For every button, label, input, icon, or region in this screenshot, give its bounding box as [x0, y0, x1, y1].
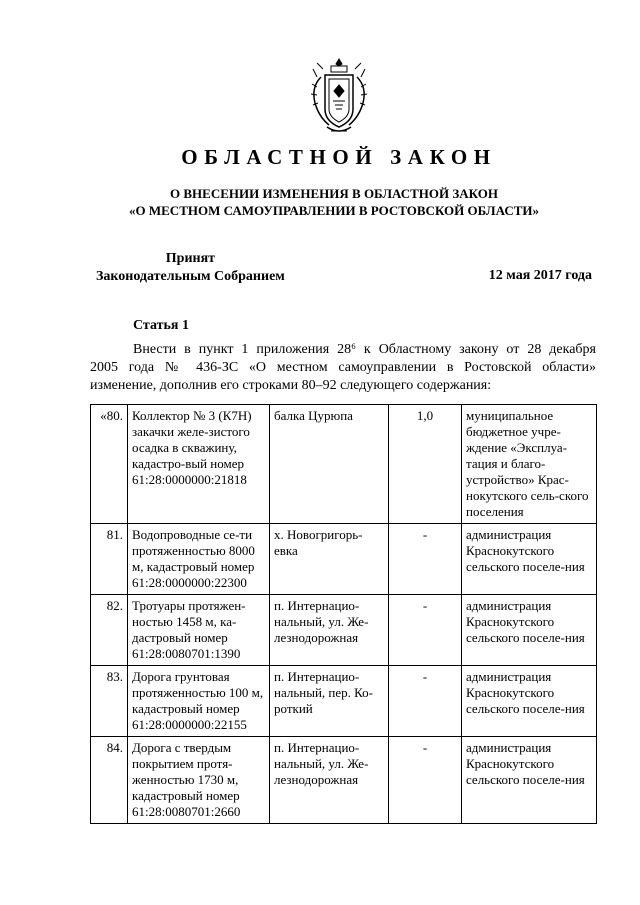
article-heading: Статья 1 — [133, 318, 189, 333]
objects-table — [90, 404, 597, 824]
row-number: 81. — [91, 524, 128, 595]
object-name: Дорога грунтовая протяженностью 100 м, кадастровый номер 61:28:0000000:22155 — [128, 666, 270, 737]
object-location: п. Интернацио-нальный, ул. Же-лезнодорожная — [270, 737, 389, 824]
document-subtitle-line2: «О МЕСТНОМ САМОУПРАВЛЕНИИ В РОСТОВСКОЙ ОБЛАСТИ» — [129, 203, 539, 218]
adoption-date: 12 мая 2017 года — [488, 268, 592, 283]
row-number: «80. — [91, 405, 128, 524]
object-name: Коллектор № 3 (К7Н) закачки желе-зистого осадка в скважину, кадастро-вый номер 61:28:0000000:21818 — [128, 405, 270, 524]
article-text-line1: Внести в пункт 1 приложения 28⁶ к Областному закону от 28 декабря — [133, 342, 596, 357]
object-location: п. Интернацио-нальный, ул. Же-лезнодорожная — [270, 595, 389, 666]
object-location: х. Новогригорь-евка — [270, 524, 389, 595]
object-length: 1,0 — [389, 405, 462, 524]
object-length: - — [389, 737, 462, 824]
object-owner: администрация Краснокутского сельского поселе-ния — [462, 524, 597, 595]
object-length: - — [389, 666, 462, 737]
object-name: Дорога с твердым покрытием протя-женностью 1730 м, кадастровый номер 61:28:0080701:2660 — [128, 737, 270, 824]
object-name: Тротуары протяжен-ностью 1458 м, ка-дастровый номер 61:28:0080701:1390 — [128, 595, 270, 666]
adoption-block — [96, 250, 285, 286]
object-name: Водопроводные се-ти протяженностью 8000 м, кадастровый номер 61:28:0000000:22300 — [128, 524, 270, 595]
table-row — [91, 737, 597, 824]
article-text — [90, 341, 596, 395]
object-length: - — [389, 524, 462, 595]
object-length: - — [389, 595, 462, 666]
article-text-line2: 2005 года № 436-ЗС «О местном самоуправлении в Ростовской области» — [90, 360, 596, 375]
row-number: 83. — [91, 666, 128, 737]
object-owner: администрация Краснокутского сельского поселе-ния — [462, 595, 597, 666]
object-location: п. Интернацио-нальный, пер. Ко-роткий — [270, 666, 389, 737]
object-location: балка Цурюпа — [270, 405, 389, 524]
object-owner: администрация Краснокутского сельского поселе-ния — [462, 737, 597, 824]
table-row — [91, 524, 597, 595]
table-row — [91, 666, 597, 737]
adopted-label: Принят — [165, 251, 216, 266]
object-owner: муниципальное бюджетное учре-ждение «Эксплуа-тация и благо-устройство» Крас-нокутского сель-ского поселения — [462, 405, 597, 524]
document-subtitle-line1: О ВНЕСЕНИИ ИЗМЕНЕНИЯ В ОБЛАСТНОЙ ЗАКОН — [170, 186, 498, 201]
row-number: 84. — [91, 737, 128, 824]
table-row — [91, 405, 597, 524]
coat-of-arms-icon — [307, 57, 371, 139]
table-row — [91, 595, 597, 666]
document-title: ОБЛАСТНОЙ ЗАКОН — [181, 145, 497, 169]
row-number: 82. — [91, 595, 128, 666]
object-owner: администрация Краснокутского сельского поселе-ния — [462, 666, 597, 737]
adopted-by: Законодательным Собранием — [96, 269, 285, 284]
article-text-line3: изменение, дополнив его строками 80–92 следующего содержания: — [90, 378, 492, 393]
